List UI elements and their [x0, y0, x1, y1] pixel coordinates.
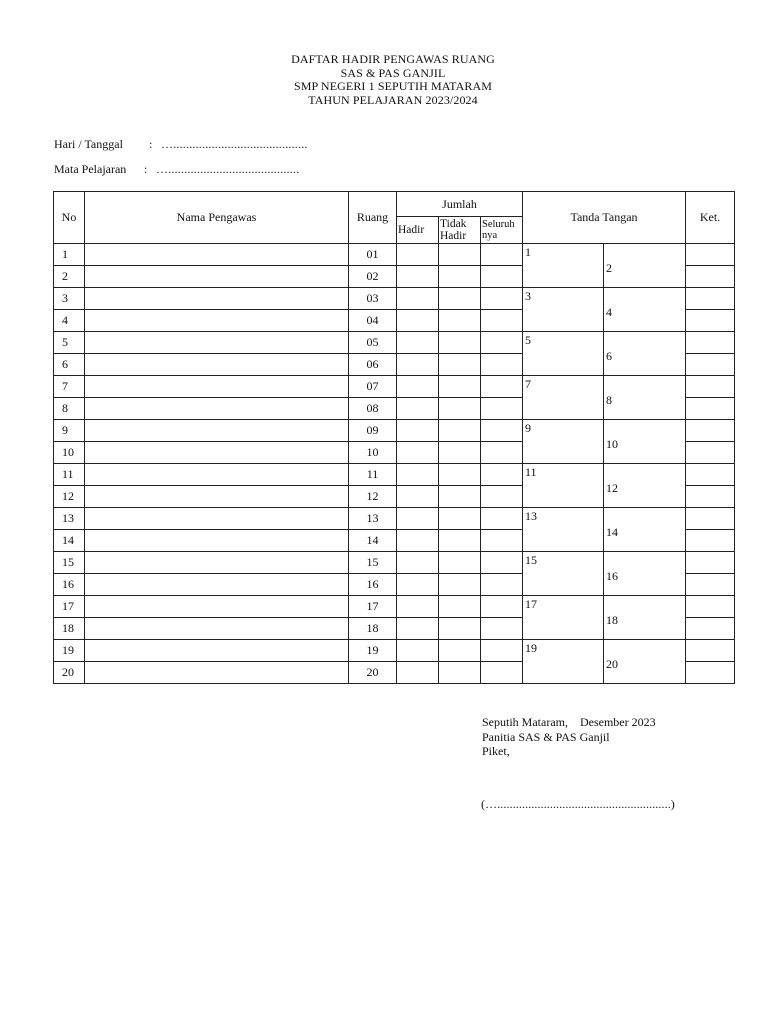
signature-cell-odd[interactable]: 15: [523, 552, 604, 596]
table-row: [54, 244, 735, 266]
nama-pengawas-cell[interactable]: [85, 508, 349, 530]
seluruhnya-cell[interactable]: [481, 376, 523, 398]
row-number: 15: [54, 552, 85, 574]
footer-block: [482, 715, 656, 759]
ruang-cell: 13: [349, 508, 397, 530]
ket-cell[interactable]: [686, 530, 735, 552]
hari-tanggal-field: …..........................................: [161, 137, 308, 151]
ruang-cell: 05: [349, 332, 397, 354]
seluruhnya-cell[interactable]: [481, 310, 523, 332]
nama-pengawas-cell[interactable]: [85, 464, 349, 486]
nama-pengawas-cell[interactable]: [85, 354, 349, 376]
ket-cell[interactable]: [686, 420, 735, 442]
header-nama-pengawas: Nama Pengawas: [85, 192, 349, 244]
header-seluruhnya: [481, 217, 523, 244]
row-number: 7: [54, 376, 85, 398]
row-number: 18: [54, 618, 85, 640]
hadir-cell[interactable]: [397, 398, 439, 420]
title-line-2: SAS & PAS GANJIL: [340, 65, 446, 80]
tidak-hadir-cell[interactable]: [439, 442, 481, 464]
table-row: [54, 640, 735, 662]
tidak-hadir-cell[interactable]: [439, 310, 481, 332]
header-ket: Ket.: [686, 192, 735, 244]
signature-cell-even[interactable]: 2: [604, 244, 686, 288]
ket-cell[interactable]: [686, 266, 735, 288]
ruang-cell: 06: [349, 354, 397, 376]
ruang-cell: 03: [349, 288, 397, 310]
seluruhnya-cell[interactable]: [481, 288, 523, 310]
signature-cell-even[interactable]: 8: [604, 376, 686, 420]
title-line-4: TAHUN PELAJARAN 2023/2024: [308, 92, 478, 107]
nama-pengawas-cell[interactable]: [85, 618, 349, 640]
ruang-cell: 17: [349, 596, 397, 618]
signature-cell-even[interactable]: 16: [604, 552, 686, 596]
nama-pengawas-cell[interactable]: [85, 486, 349, 508]
hadir-cell[interactable]: [397, 266, 439, 288]
row-number: 12: [54, 486, 85, 508]
ruang-cell: 08: [349, 398, 397, 420]
nama-pengawas-cell[interactable]: [85, 376, 349, 398]
role-label: Piket,: [482, 744, 510, 758]
hari-tanggal-label: Hari / Tanggal: [54, 137, 123, 151]
header-tanda-tangan: Tanda Tangan: [523, 192, 686, 244]
ruang-cell: 12: [349, 486, 397, 508]
hari-tanggal-row: [54, 137, 308, 151]
nama-pengawas-cell[interactable]: [85, 332, 349, 354]
tidak-hadir-cell[interactable]: [439, 398, 481, 420]
tidak-hadir-cell[interactable]: [439, 618, 481, 640]
row-number: 4: [54, 310, 85, 332]
tidak-hadir-cell[interactable]: [439, 288, 481, 310]
hadir-cell[interactable]: [397, 464, 439, 486]
tidak-hadir-cell[interactable]: [439, 354, 481, 376]
signature-cell-even[interactable]: 6: [604, 332, 686, 376]
signature-cell-even[interactable]: 18: [604, 596, 686, 640]
seluruhnya-cell[interactable]: [481, 508, 523, 530]
nama-pengawas-cell[interactable]: [85, 530, 349, 552]
row-number: 9: [54, 420, 85, 442]
ruang-cell: 10: [349, 442, 397, 464]
row-number: 13: [54, 508, 85, 530]
ket-cell[interactable]: [686, 618, 735, 640]
seluruhnya-cell[interactable]: [481, 530, 523, 552]
header-seluruhnya-line1: Seluruh: [482, 219, 515, 230]
ket-cell[interactable]: [686, 640, 735, 662]
nama-pengawas-cell[interactable]: [85, 266, 349, 288]
ket-cell[interactable]: [686, 552, 735, 574]
header-seluruhnya-line2: nya: [482, 230, 498, 241]
hadir-cell[interactable]: [397, 486, 439, 508]
row-number: 6: [54, 354, 85, 376]
nama-pengawas-cell[interactable]: [85, 640, 349, 662]
hadir-cell[interactable]: [397, 508, 439, 530]
row-number: 1: [54, 244, 85, 266]
seluruhnya-cell[interactable]: [481, 464, 523, 486]
hari-tanggal-colon: :: [149, 137, 153, 151]
signature-cell-odd[interactable]: 1: [523, 244, 604, 288]
ket-cell[interactable]: [686, 442, 735, 464]
seluruhnya-cell[interactable]: [481, 486, 523, 508]
signature-cell-odd[interactable]: 3: [523, 288, 604, 332]
hadir-cell[interactable]: [397, 552, 439, 574]
seluruhnya-cell[interactable]: [481, 552, 523, 574]
row-number: 16: [54, 574, 85, 596]
row-number: 5: [54, 332, 85, 354]
hadir-cell[interactable]: [397, 244, 439, 266]
hadir-cell[interactable]: [397, 574, 439, 596]
hadir-cell[interactable]: [397, 310, 439, 332]
nama-pengawas-cell[interactable]: [85, 398, 349, 420]
signature-cell-odd[interactable]: 19: [523, 640, 604, 684]
table-row: [54, 376, 735, 398]
ket-cell[interactable]: [686, 376, 735, 398]
nama-pengawas-cell[interactable]: [85, 288, 349, 310]
row-number: 3: [54, 288, 85, 310]
row-number: 19: [54, 640, 85, 662]
seluruhnya-cell[interactable]: [481, 640, 523, 662]
signature-cell-odd[interactable]: 5: [523, 332, 604, 376]
nama-pengawas-cell[interactable]: [85, 420, 349, 442]
hadir-cell[interactable]: [397, 618, 439, 640]
tidak-hadir-cell[interactable]: [439, 596, 481, 618]
nama-pengawas-cell[interactable]: [85, 596, 349, 618]
ket-cell[interactable]: [686, 464, 735, 486]
hadir-cell[interactable]: [397, 596, 439, 618]
ket-cell[interactable]: [686, 398, 735, 420]
ruang-cell: 04: [349, 310, 397, 332]
ket-cell[interactable]: [686, 332, 735, 354]
nama-pengawas-cell[interactable]: [85, 574, 349, 596]
header-tidak-hadir: [439, 217, 481, 244]
ruang-cell: 19: [349, 640, 397, 662]
tidak-hadir-cell[interactable]: [439, 486, 481, 508]
ruang-cell: 16: [349, 574, 397, 596]
ruang-cell: 02: [349, 266, 397, 288]
header-tidak-hadir-line2: Hadir: [440, 230, 467, 242]
tidak-hadir-cell[interactable]: [439, 464, 481, 486]
seluruhnya-cell[interactable]: [481, 420, 523, 442]
attendance-table: [53, 191, 735, 684]
signature-cell-odd[interactable]: 7: [523, 376, 604, 420]
table-row: [54, 464, 735, 486]
tidak-hadir-cell[interactable]: [439, 332, 481, 354]
mata-pelajaran-label: Mata Pelajaran: [54, 162, 127, 176]
signature-cell-even[interactable]: 4: [604, 288, 686, 332]
hadir-cell[interactable]: [397, 376, 439, 398]
seluruhnya-cell[interactable]: [481, 332, 523, 354]
hadir-cell[interactable]: [397, 420, 439, 442]
signature-cell-odd[interactable]: 11: [523, 464, 604, 508]
ket-cell[interactable]: [686, 288, 735, 310]
signature-cell-even[interactable]: 14: [604, 508, 686, 552]
tidak-hadir-cell[interactable]: [439, 552, 481, 574]
nama-pengawas-cell[interactable]: [85, 662, 349, 684]
ruang-cell: 18: [349, 618, 397, 640]
tidak-hadir-cell[interactable]: [439, 574, 481, 596]
hadir-cell[interactable]: [397, 354, 439, 376]
ket-cell[interactable]: [686, 574, 735, 596]
tidak-hadir-cell[interactable]: [439, 244, 481, 266]
tidak-hadir-cell[interactable]: [439, 508, 481, 530]
header-ruang: Ruang: [349, 192, 397, 244]
row-number: 17: [54, 596, 85, 618]
signature-cell-odd[interactable]: 9: [523, 420, 604, 464]
row-number: 14: [54, 530, 85, 552]
ket-cell[interactable]: [686, 486, 735, 508]
tidak-hadir-cell[interactable]: [439, 662, 481, 684]
signature-cell-even[interactable]: 10: [604, 420, 686, 464]
ket-cell[interactable]: [686, 596, 735, 618]
ket-cell[interactable]: [686, 244, 735, 266]
row-number: 20: [54, 662, 85, 684]
seluruhnya-cell[interactable]: [481, 398, 523, 420]
signature-name-line: (…........................................................): [481, 797, 675, 811]
ruang-cell: 20: [349, 662, 397, 684]
nama-pengawas-cell[interactable]: [85, 244, 349, 266]
title-line-1: DAFTAR HADIR PENGAWAS RUANG: [291, 52, 495, 66]
seluruhnya-cell[interactable]: [481, 574, 523, 596]
signature-cell-odd[interactable]: 17: [523, 596, 604, 640]
ket-cell[interactable]: [686, 662, 735, 684]
seluruhnya-cell[interactable]: [481, 354, 523, 376]
signature-cell-odd[interactable]: 13: [523, 508, 604, 552]
signature-cell-even[interactable]: 20: [604, 640, 686, 684]
document-title-block: [0, 53, 768, 107]
table-row: [54, 288, 735, 310]
committee-name: Panitia SAS & PAS Ganjil: [482, 729, 610, 744]
nama-pengawas-cell[interactable]: [85, 442, 349, 464]
ket-cell[interactable]: [686, 508, 735, 530]
header-hadir: Hadir: [397, 217, 439, 244]
table-row: [54, 420, 735, 442]
hadir-cell[interactable]: [397, 442, 439, 464]
header-tidak-hadir-line1: Tidak: [440, 218, 467, 230]
hadir-cell[interactable]: [397, 288, 439, 310]
tidak-hadir-cell[interactable]: [439, 376, 481, 398]
signature-cell-even[interactable]: 12: [604, 464, 686, 508]
header-jumlah: Jumlah: [397, 192, 523, 217]
ruang-cell: 15: [349, 552, 397, 574]
tidak-hadir-cell[interactable]: [439, 640, 481, 662]
mata-pelajaran-field: ….........................................: [156, 162, 300, 176]
row-number: 8: [54, 398, 85, 420]
seluruhnya-cell[interactable]: [481, 266, 523, 288]
row-number: 11: [54, 464, 85, 486]
place-date: Seputih Mataram, Desember 2023: [482, 715, 656, 729]
tidak-hadir-cell[interactable]: [439, 266, 481, 288]
ket-cell[interactable]: [686, 310, 735, 332]
ruang-cell: 11: [349, 464, 397, 486]
seluruhnya-cell[interactable]: [481, 442, 523, 464]
nama-pengawas-cell[interactable]: [85, 552, 349, 574]
tidak-hadir-cell[interactable]: [439, 530, 481, 552]
ruang-cell: 07: [349, 376, 397, 398]
row-number: 10: [54, 442, 85, 464]
row-number: 2: [54, 266, 85, 288]
hadir-cell[interactable]: [397, 640, 439, 662]
seluruhnya-cell[interactable]: [481, 662, 523, 684]
mata-pelajaran-colon: :: [144, 162, 148, 176]
seluruhnya-cell[interactable]: [481, 618, 523, 640]
tidak-hadir-cell[interactable]: [439, 420, 481, 442]
header-no: No: [54, 192, 85, 244]
hadir-cell[interactable]: [397, 332, 439, 354]
table-row: [54, 552, 735, 574]
nama-pengawas-cell[interactable]: [85, 310, 349, 332]
table-row: [54, 332, 735, 354]
mata-pelajaran-row: [54, 162, 299, 176]
ket-cell[interactable]: [686, 354, 735, 376]
seluruhnya-cell[interactable]: [481, 244, 523, 266]
hadir-cell[interactable]: [397, 662, 439, 684]
table-row: [54, 508, 735, 530]
ruang-cell: 01: [349, 244, 397, 266]
table-row: [54, 596, 735, 618]
attendance-table-body: [54, 244, 735, 684]
seluruhnya-cell[interactable]: [481, 596, 523, 618]
ruang-cell: 09: [349, 420, 397, 442]
hadir-cell[interactable]: [397, 530, 439, 552]
title-line-3: SMP NEGERI 1 SEPUTIH MATARAM: [293, 79, 493, 93]
ruang-cell: 14: [349, 530, 397, 552]
